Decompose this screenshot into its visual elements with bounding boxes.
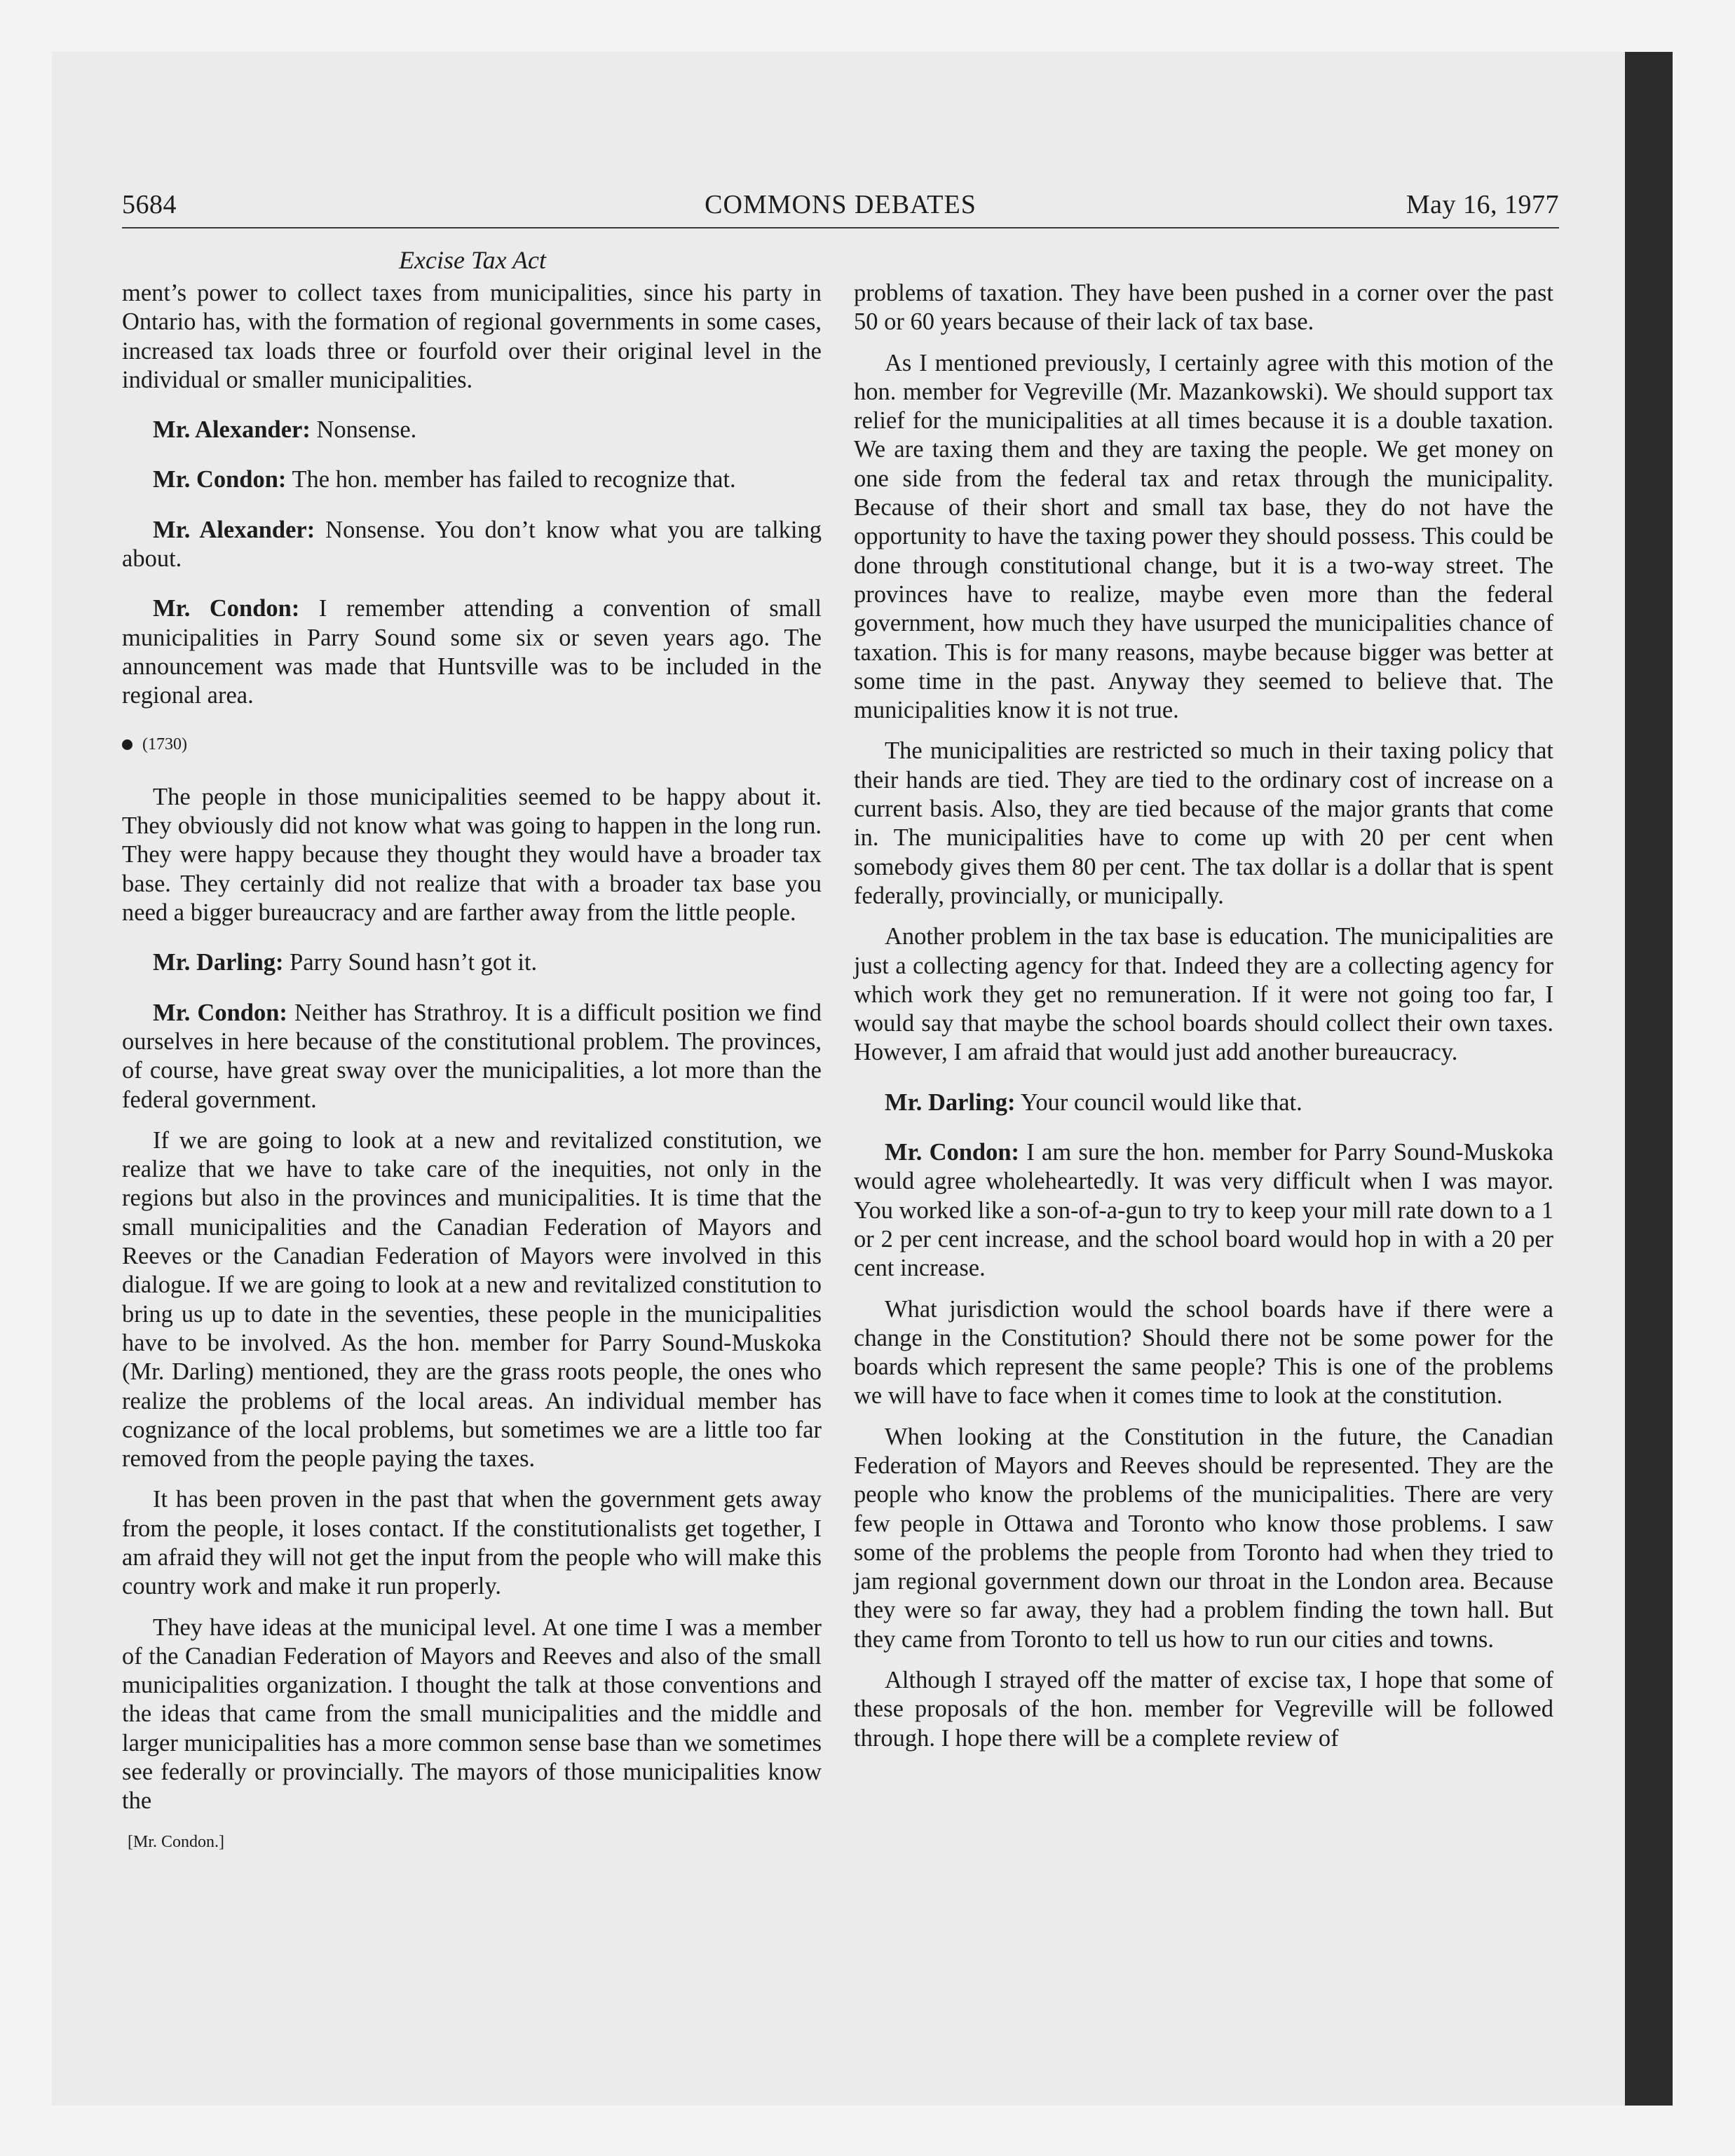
paragraph: Although I strayed off the matter of excise tax, I hope that some of these proposals of the hon. member for Vegreville will be followed through. I hope there will be a complete review of <box>854 1667 1553 1752</box>
paragraph: They have ideas at the municipal level. At one time I was a member of the Canadian Federation of Mayors and Reeves and also of the small municipalities organization. I thought the talk at those conventions and the ideas that came from the small municipalities and the middle and larger municipalities has a more common sense base than we sometimes see federally or provincially. The mayors of those municipalities know the <box>122 1613 822 1815</box>
speaker-name: Mr. Condon: <box>153 999 287 1026</box>
right-column <box>854 279 1553 1765</box>
paragraph: The people in those municipalities seemed to be happy about it. They obviously did not know what was going to happen in the long run. They were happy because they thought they would have a broader tax base. They certainly did not realize that with a broader tax base you need a bigger bureaucracy and are farther away from the little people. <box>122 783 822 927</box>
paragraph: It has been proven in the past that when the government gets away from the people, it loses contact. If the constitutionalists get together, I am afraid they will not get the input from the people who will make this country work and make it run properly. <box>122 1486 822 1600</box>
paragraph: The municipalities are restricted so much in their taxing policy that their hands are tied. They are tied to the ordinary cost of increase on a current basis. Also, they are tied because of the major grants that come in. The municipalities have to come up with 20 per cent when somebody gives them 80 per cent. The tax dollar is a dollar that is spent federally, provincially, or municipally. <box>854 737 1553 909</box>
publication-date: May 16, 1977 <box>1406 190 1559 219</box>
publication-title: COMMONS DEBATES <box>705 190 977 219</box>
bullet-dot-icon <box>122 739 132 750</box>
speech <box>122 416 822 444</box>
speech-text: Nonsense. You don’t know what you are talking about. <box>122 516 822 573</box>
speech-text: I remember attending a convention of small municipalities in Parry Sound some six or seven years ago. The announcement was made that Huntsville was to be included in the regional area. <box>122 595 822 709</box>
page-header <box>122 189 1559 226</box>
speaker-name: Mr. Condon: <box>153 595 300 622</box>
speech <box>122 948 822 977</box>
speech <box>854 1138 1553 1283</box>
time-marker-label: (1730) <box>142 735 187 753</box>
speaker-footer-note: [Mr. Condon.] <box>128 1832 224 1851</box>
speech-text: Your council would like that. <box>1020 1089 1302 1116</box>
speech <box>122 594 822 710</box>
paragraph: As I mentioned previously, I certainly agree with this motion of the hon. member for Vegreville (Mr. Mazankowski). We should support tax relief for the municipalities at all times because it is a double taxation. We are taxing them and they are taxing the people. We get money on one side from the federal tax and retax through the municipality. Because of their short and small tax base, they do not have the opportunity to have the taxing power they should possess. This could be done through constitutional change, but it is a two-way street. The provinces have to realize, maybe even more than the federal government, how much they have usurped the municipalities chance of taxation. This is for many reasons, maybe because bigger was better at some time in the past. Anyway they seemed to believe that. The municipalities know it is not true. <box>854 349 1553 724</box>
paragraph: Another problem in the tax base is education. The municipalities are just a collecting agency for that. Indeed they are a collecting agency for which work they get no remuneration. If it were not going too far, I would say that maybe the school boards should collect their own taxes. However, I am afraid that would just add another bureaucracy. <box>854 923 1553 1066</box>
speech <box>122 999 822 1114</box>
time-marker <box>122 730 822 759</box>
binding-edge <box>1625 52 1673 2106</box>
left-column <box>122 279 822 1857</box>
paragraph: When looking at the Constitution in the future, the Canadian Federation of Mayors and Reeves should be represented. They are the people who know the problems of the municipalities. There are very few people in Ottawa and Toronto who know those problems. I saw some of the problems the people from Toronto had when they tried to jam regional government down our throat in the London area. Because they were so far away, they had a problem finding the town hall. But they came from Toronto to tell us how to run our cities and towns. <box>854 1423 1553 1653</box>
speaker-name: Mr. Alexander: <box>153 516 315 543</box>
speaker-name: Mr. Condon: <box>885 1139 1020 1166</box>
header-rule <box>122 227 1559 228</box>
speech-text: Parry Sound hasn’t got it. <box>290 949 538 976</box>
speech-text: The hon. member has failed to recognize that. <box>292 466 736 493</box>
speech-text: Neither has Strathroy. It is a difficult position we find ourselves in here because of the constitutional problem. The provinces, of course, have great sway over the municipalities, a lot more than the federal government. <box>122 999 822 1113</box>
paragraph: What jurisdiction would the school boards have if there were a change in the Constitution? Should there not be some power for the boards which represent the same people? This is one of the problems we will have to face when it comes time to look at the constitution. <box>854 1295 1553 1410</box>
running-head: Excise Tax Act <box>399 246 546 274</box>
speech-text: Nonsense. <box>316 416 417 444</box>
speaker-name: Mr. Alexander: <box>153 416 311 444</box>
speech <box>122 465 822 494</box>
speech-text: I am sure the hon. member for Parry Sound-Muskoka would agree wholeheartedly. It was very difficult when I was mayor. You worked like a son-of-a-gun to try to keep your mill rate down to a 1 or 2 per cent increase, and the school board would hop in with a 20 per cent increase. <box>854 1139 1553 1282</box>
paragraph: If we are going to look at a new and revitalized constitution, we realize that we have to take care of the inequities, not only in the regions but also in the provinces and municipalities. It is time that the small municipalities and the Canadian Federation of Mayors and Reeves or the Canadian Federation of Mayors were involved in this dialogue. If we are going to look at a new and revitalized constitution to bring us up to date in the seventies, these people in the municipalities have to be involved. As the hon. member for Parry Sound-Muskoka (Mr. Darling) mentioned, they are the grass roots people, the ones who realize the problems of the local areas. An individual member has cognizance of the local problems, but sometimes we are a little too far removed from the people paying the taxes. <box>122 1126 822 1473</box>
speaker-name: Mr. Condon: <box>153 466 287 493</box>
speech <box>854 1089 1553 1117</box>
paragraph: problems of taxation. They have been pushed in a corner over the past 50 or 60 years because of their lack of tax base. <box>854 280 1553 336</box>
page-number: 5684 <box>122 190 177 219</box>
speaker-name: Mr. Darling: <box>153 949 284 976</box>
speaker-name: Mr. Darling: <box>885 1089 1016 1116</box>
speech <box>122 516 822 574</box>
paragraph: ment’s power to collect taxes from municipalities, since his party in Ontario has, with the formation of regional governments in some cases, increased tax loads three or fourfold over their original level in the individual or smaller municipalities. <box>122 280 822 393</box>
